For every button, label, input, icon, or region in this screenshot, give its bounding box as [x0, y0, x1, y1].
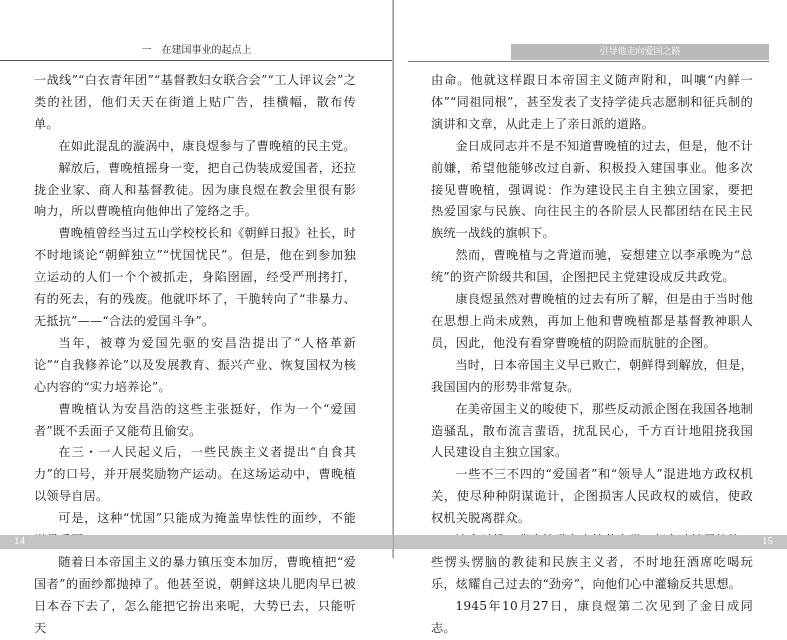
paragraph: 解放后，曹晚植摇身一变，把自己伪装成爱国者，还拉拢企业家、商人和基督教徒。因为康良煜在教会里很有影响力，所以曹晚植向他伸出了笼络之手。	[34, 160, 356, 219]
right-footer-bar	[394, 535, 787, 549]
paragraph: 在美帝国主义的唆使下，那些反动派企图在我国各地制造骚乱，散布流言蜚语，扰乱民心，千方百计地阻挠我国人民建设自主独立国家。	[431, 401, 753, 460]
left-page	[0, 0, 393, 635]
right-page-number: 15	[762, 535, 773, 547]
left-running-head: 一 在建国事业的起点上	[0, 44, 393, 61]
paragraph: 一些不三不四的“爱国者”和“领导人”混进地方政权机关，使尽种种阴谋诡计，企图损害人民政权的威信，使政权机关脱离群众。	[431, 467, 753, 526]
paragraph: 康良煜虽然对曹晚植的过去有所了解，但是由于当时他在思想上尚未成熟，再加上他和曹晚植都是基督教神职人员，因此，他没有看穿曹晚植的阴险而肮脏的企图。	[431, 292, 753, 350]
right-page-body	[431, 70, 753, 640]
left-page-number: 14	[14, 535, 25, 547]
right-running-head: 引导他走向爱国之路	[511, 44, 769, 60]
paragraph: 当年，被尊为爱国先驱的安昌浩提出了“人格革新论”“自我修养论”以及发展教育、振兴产业、恢复国权为核心内容的“实力培养论”。	[34, 335, 356, 394]
header-rule	[408, 61, 769, 62]
paragraph: 随着日本帝国主义的暴力镇压变本加厉，曹晚植把“爱国者”的面纱都抛掉了。他甚至说，朝鲜这块儿肥肉早已被日本吞下去了，怎么能把它拚出来呢，大势已去，只能听天	[34, 554, 356, 635]
paragraph: 一战线”“白衣青年团”“基督教妇女联合会”“工人评议会”之类的社团，他们天天在街道上贴广告，挂横幅，散布传单。	[34, 73, 356, 131]
paragraph: 曹晚植认为安昌浩的这些主张挺好，作为一个“爱国者”既不丢面子又能苟且偷安。	[34, 401, 356, 438]
left-footer-bar	[0, 535, 393, 549]
paragraph: 然而，曹晚植与之背道而驰，妄想建立以李承晚为“总统”的资产阶级共和国，企图把民主党建设成反共政党。	[431, 248, 753, 285]
paragraph: 1945年10月27日，康良煜第二次见到了金日成同志。	[431, 598, 753, 635]
left-page-body	[34, 70, 356, 640]
right-page	[394, 0, 787, 635]
paragraph: 些愣头愣脑的教徒和民族主义者，不时地狂酒席吃喝玩乐，炫耀自己过去的“劲旁”，向他们心中灌输反共思想。	[431, 554, 753, 591]
paragraph: 曹晚植曾经当过五山学校校长和《朝鲜日报》社长，时不时地谈论“朝鲜独立”“忧国忧民”。但是，他在到参加独立运动的人们一个个被抓走，身陷囹圄，经受严刑拷打，有的死去，有的残废。他就吓坏了，干脆转向了“非暴力、无抵抗”——“合法的爱国斗争”。	[34, 226, 356, 328]
paragraph: 由命。他就这样跟日本帝国主义随声附和，叫嚷“内鲜一体”“同祖同根”，甚至发表了支持学徒兵志愿制和征兵制的演讲和文章，从此走上了亲日派的道路。	[431, 73, 753, 131]
paragraph: 在三・一人民起义后，一些民族主义者提出“自食其力”的口号，并开展奖励物产运动。在这场运动中，曹晚植以领导自居。	[34, 445, 356, 504]
paragraph: 金日成同志并不是不知道曹晚植的过去，但是，他不计前嫌，希望他能够改过自新、积极投入建国事业。他多次接见曹晚植，强调说：作为建设民主自主独立国家，要把热爱国家与民族、向往民主的各阶层人民都团结在民主民族统一战线的旗帜下。	[431, 138, 753, 241]
paragraph: 可是，这种“忧国”只能成为掩盖卑怯性的面纱，不能	[58, 511, 356, 526]
paragraph: 当时，日本帝国主义早已败亡，朝鲜得到解放，但是，我国国内的形势非常复杂。	[431, 357, 753, 394]
paragraph: 在如此混乱的漩涡中，康良煜参与了曹晚植的民主党。	[58, 138, 356, 153]
